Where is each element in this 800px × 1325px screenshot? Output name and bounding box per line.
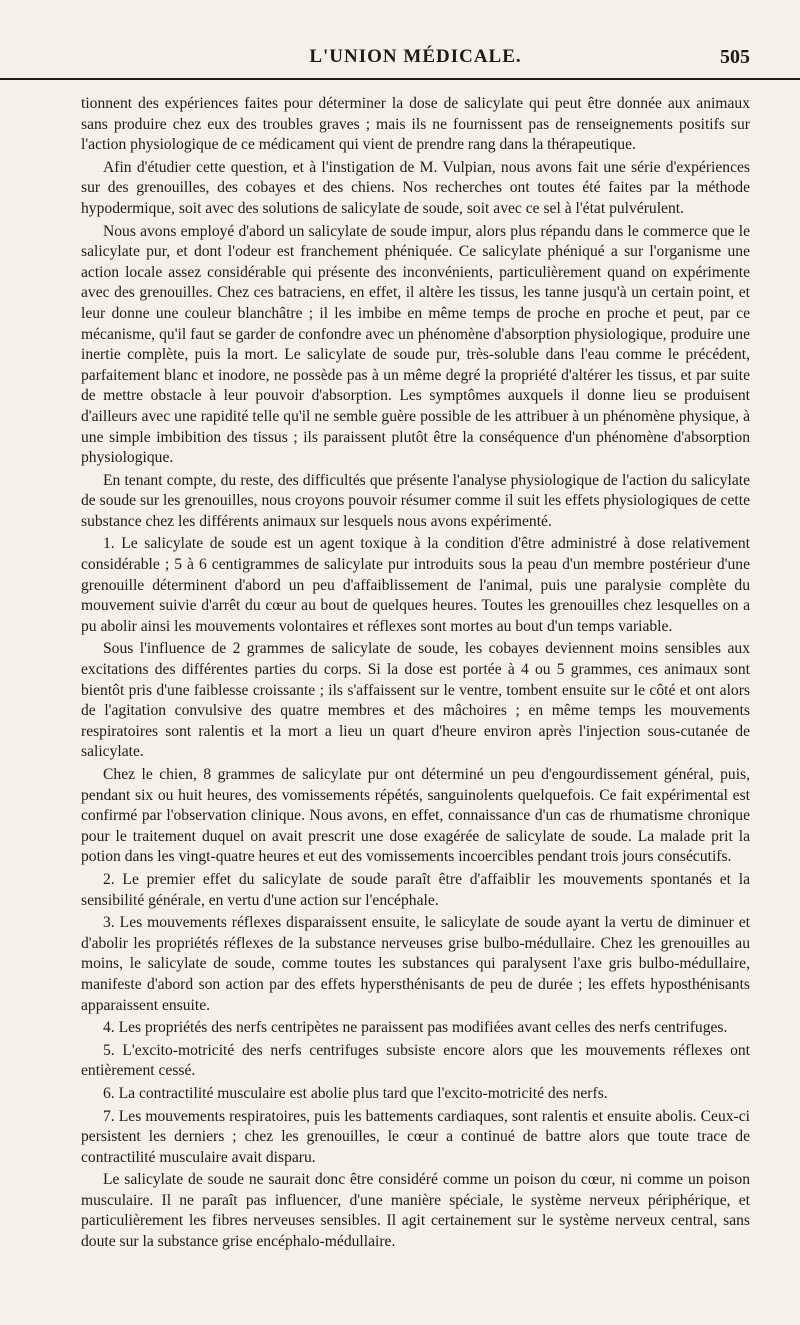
paragraph: Afin d'étudier cette question, et à l'instigation de M. Vulpian, nous avons fait une série d'expériences sur des grenouilles, des cobayes et des chiens. Nos recherches ont toutes été faites par la méthode hypodermique, soit avec des solutions de salicylate de soude, soit avec ce sel à l'état pulvérulent. (81, 158, 750, 217)
paragraph: 3. Les mouvements réflexes disparaissent ensuite, le salicylate de soude ayant la vertu de diminuer et d'abolir les propriétés réflexes de la substance nerveuses grise bulbo-médullaire. Chez les grenouilles au moins, le salicylate de soude, comme toutes les substances qui paralysent l'axe gris bulbo-médullaire, manifeste d'abord son action par des effets hypersthénisants de peu de durée ; les effets hyposthénisants apparaissent ensuite. (81, 914, 750, 1014)
paragraph: tionnent des expériences faites pour déterminer la dose de salicylate qui peut être donnée aux animaux sans produire chez eux des troubles graves ; mais ils ne fournissent pas de renseignements positifs sur l'action physiologique de ce médicament qui vient de prendre rang dans la thérapeutique. (81, 95, 750, 154)
paragraph: Le salicylate de soude ne saurait donc être considéré comme un poison du cœur, ni comme un poison musculaire. Il ne paraît pas influencer, d'une manière spéciale, le système nerveux périphérique, et particulièrement les fibres nerveuses sensibles. Il agit certainement sur le système nerveux central, sans doute sur la substance grise encéphalo-médullaire. (81, 1171, 750, 1251)
paragraph: Sous l'influence de 2 grammes de salicylate de soude, les cobayes deviennent moins sensibles aux excitations des différentes parties du corps. Si la dose est portée à 4 ou 5 grammes, ces animaux sont bientôt pris d'une faiblesse croissante ; ils s'affaissent sur le ventre, tombent ensuite sur le côté et ont alors de l'agitation convulsive des quatre membres et des mâchoires ; en même temps les mouvements respiratoires sont ralentis et la mort a lieu un quart d'heure environ après l'injection sous-cutanée de salicylate. (81, 640, 750, 761)
paragraph: En tenant compte, du reste, des difficultés que présente l'analyse physiologique de l'action du salicylate de soude sur les grenouilles, nous croyons pouvoir résumer comme il suit les effets physiologiques de cette substance chez les différents animaux sur lesquels nous avons expérimenté. (81, 471, 750, 530)
page-number: 505 (720, 46, 750, 68)
paragraph: 5. L'excito-motricité des nerfs centrifuges subsiste encore alors que les mouvements réflexes ont entièrement cessé. (81, 1041, 750, 1080)
journal-title: L'UNION MÉDICALE. (309, 46, 522, 67)
paragraph: Nous avons employé d'abord un salicylate de soude impur, alors plus répandu dans le commerce que le salicylate pur, et dont l'odeur est franchement phéniquée. Ce salicylate phéniqué a sur l'organisme une action locale assez considérable qui présente des inconvénients, particulièrement quand on expérimente avec des grenouilles. Chez ces batraciens, en effet, il altère les tissus, les tanne jusqu'à un certain point, et leur donne une couleur blanchâtre ; il les imbibe en même temps de proche en proche et peut, par ce mécanisme, qu'il faut se garder de confondre avec un phénomène d'absorption physiologique, produire une inertie complète, puis la mort. Le salicylate de soude pur, très-soluble dans l'eau comme le précédent, parfaitement blanc et inodore, ne possède pas à un même degré la propriété d'altérer les tissus, et par suite de mettre obstacle à leur pouvoir d'absorption. Les symptômes auxquels il donne lieu se produisent d'ailleurs avec une rapidité telle qu'il ne semble guère possible de les attribuer à un phénomène physique, à une simple imbibition des tissus ; ils paraissent plutôt être la conséquence d'un phénomène d'absorption physiologique. (81, 222, 750, 467)
paragraph: 6. La contractilité musculaire est abolie plus tard que l'excito-motricité des nerfs. (103, 1084, 608, 1102)
article-body (81, 94, 750, 1255)
paragraph: 7. Les mouvements respiratoires, puis les battements cardiaques, sont ralentis et ensuite abolis. Ceux-ci persistent les derniers ; chez les grenouilles, le cœur a continué de battre alors que toute trace de contractilité musculaire avait disparu. (81, 1107, 750, 1166)
header-rule (0, 78, 800, 80)
paragraph: Chez le chien, 8 grammes de salicylate pur ont déterminé un peu d'engourdissement général, puis, pendant six ou huit heures, des vomissements répétés, sanguinolents quelquefois. Ce fait expérimental est confirmé par l'observation clinique. Nous avons, en effet, connaissance d'un cas de rhumatisme chronique pour le traitement duquel on avait prescrit une dose exagérée de salicylate de soude. La malade prit la potion dans les vingt-quatre heures et eut des vomissements incoercibles pendant trois jours consécutifs. (81, 766, 750, 866)
paragraph: 2. Le premier effet du salicylate de soude paraît être d'affaiblir les mouvements spontanés et la sensibilité générale, en vertu d'une action sur l'encéphale. (81, 870, 750, 909)
paragraph: 1. Le salicylate de soude est un agent toxique à la condition d'être administré à dose relativement considérable ; 5 à 6 centigrammes de salicylate pur introduits sous la peau d'un membre postérieur d'une grenouille déterminent d'abord un peu d'affaiblissement de l'animal, puis une paralysie complète du mouvement suivie d'arrêt du cœur au bout de quelques heures. Toutes les grenouilles chez lesquelles on a pu abolir ainsi les mouvements volontaires et réflexes sont mortes au bout d'un temps variable. (81, 535, 750, 635)
running-header (81, 0, 750, 74)
paragraph: 4. Les propriétés des nerfs centripètes ne paraissent pas modifiées avant celles des nerfs centrifuges. (103, 1019, 728, 1037)
